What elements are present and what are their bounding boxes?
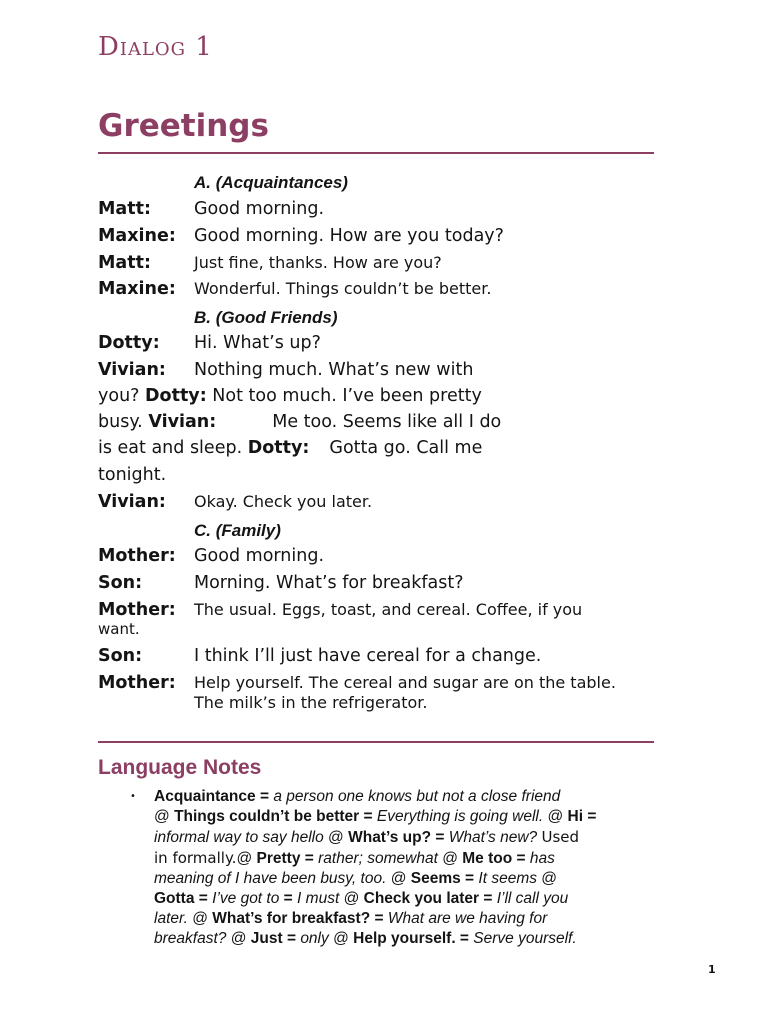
dialog-text: Hi. What’s up?	[194, 333, 321, 353]
note-usage: in formally.	[154, 849, 237, 867]
note-separator: @	[547, 808, 564, 825]
note-separator: @	[192, 910, 208, 927]
page-number: 1	[708, 963, 716, 976]
section-b-heading: B. (Good Friends)	[194, 308, 338, 327]
note-separator: @	[236, 850, 253, 867]
note-definition: meaning of I have been busy, too.	[154, 870, 387, 887]
notes-line	[154, 827, 664, 848]
note-definition: What are we having for	[387, 910, 548, 927]
note-separator: @	[154, 808, 170, 825]
note-definition: informal way to say hello	[154, 829, 324, 846]
speaker-name: Matt:	[98, 253, 151, 273]
speaker-name: Maxine:	[98, 226, 176, 246]
speaker-name: Maxine:	[98, 279, 176, 299]
speaker-name: Mother:	[98, 546, 176, 566]
dialog-text: is eat and sleep.	[98, 438, 243, 458]
dialog-text: The usual. Eggs, toast, and cereal. Coffee, if you	[194, 600, 583, 619]
bullet-icon: •	[130, 791, 136, 802]
dialog-text: Good morning. How are you today?	[194, 226, 504, 246]
notes-title: Language Notes	[98, 756, 262, 779]
note-definition: I must	[297, 890, 340, 907]
dialog-text: Morning. What’s for breakfast?	[194, 573, 464, 593]
notes-body	[154, 787, 664, 949]
notes-line	[154, 807, 664, 827]
dialog-text: Just fine, thanks. How are you?	[194, 253, 442, 272]
dialog-line	[98, 543, 324, 569]
notes-line	[154, 889, 664, 909]
speaker-name: Vivian:	[98, 360, 166, 380]
dialog-line	[98, 196, 324, 222]
notes-line	[154, 929, 664, 949]
dialog-line	[98, 250, 442, 276]
section-a-heading: A. (Acquaintances)	[194, 173, 348, 192]
speaker-name: Son:	[98, 573, 143, 593]
note-separator: @	[541, 870, 558, 887]
note-definition: Serve yourself.	[473, 930, 577, 947]
note-definition: later.	[154, 910, 188, 927]
note-definition: only	[300, 930, 329, 947]
dialog-line	[98, 276, 491, 302]
note-term: Just =	[250, 930, 296, 947]
dialog-line	[98, 330, 321, 356]
speaker-name: Matt:	[98, 199, 151, 219]
speaker-name: Dotty:	[247, 438, 310, 458]
dialog-line	[98, 435, 482, 461]
dialog-text: Help yourself. The cereal and sugar are on the table.	[194, 673, 616, 692]
speaker-name: Dotty:	[145, 386, 207, 406]
speaker-name: Dotty:	[98, 333, 160, 353]
note-definition: I’ve got to	[212, 890, 280, 907]
note-definition: rather; somewhat	[318, 850, 438, 867]
note-definition: breakfast?	[154, 930, 227, 947]
note-term: What’s up? =	[348, 829, 445, 846]
note-separator: @	[343, 890, 360, 907]
note-separator: @	[390, 870, 407, 887]
dialog-line	[98, 489, 372, 515]
note-definition: Everything is going well.	[376, 808, 544, 825]
dialog-text: Me too. Seems like all I do	[272, 412, 502, 432]
dialog-line	[98, 383, 482, 409]
chapter-label: Dialog 1	[98, 32, 213, 62]
note-term: Hi =	[567, 808, 597, 825]
dialog-text: busy.	[98, 412, 143, 432]
note-definition: has	[529, 850, 555, 867]
dialog-continuation: The milk’s in the refrigerator.	[194, 693, 428, 712]
dialog-continuation: want.	[98, 620, 140, 638]
note-definition: a person one knows but not a close friend	[273, 788, 561, 805]
dialog-text: Not too much. I’ve been pretty	[212, 386, 482, 406]
note-term: Gotta =	[154, 890, 208, 907]
note-term: Pretty =	[256, 850, 314, 867]
note-term: What’s for breakfast? =	[212, 910, 384, 927]
dialog-text: you?	[98, 386, 140, 406]
title-divider	[98, 152, 654, 154]
note-separator: @	[333, 930, 349, 947]
dialog-line	[98, 409, 501, 435]
dialog-line	[98, 357, 473, 383]
dialog-line	[98, 597, 582, 623]
dialog-line	[98, 223, 504, 249]
notes-line	[154, 848, 664, 869]
note-equals: =	[283, 890, 293, 907]
dialog-text: Okay. Check you later.	[194, 492, 373, 511]
note-definition: It seems	[478, 870, 537, 887]
dialog-text: Good morning.	[194, 546, 325, 566]
dialog-line	[98, 462, 166, 488]
note-term: Things couldn’t be better =	[174, 808, 373, 825]
note-separator: @	[230, 930, 247, 947]
dialog-text: Wonderful. Things couldn’t be better.	[194, 279, 492, 298]
notes-line	[154, 869, 664, 889]
speaker-name: Vivian:	[148, 412, 217, 432]
note-definition: I’ll call you	[496, 890, 569, 907]
notes-line	[154, 909, 664, 929]
note-separator: @	[328, 829, 344, 846]
page-title: Greetings	[98, 108, 269, 144]
notes-line	[154, 787, 664, 807]
note-term: Me too =	[462, 850, 526, 867]
speaker-name: Son:	[98, 646, 143, 666]
speaker-name: Mother:	[98, 600, 176, 620]
note-term: Help yourself. =	[353, 930, 469, 947]
note-term: Check you later =	[363, 890, 493, 907]
note-usage: Used	[541, 828, 580, 846]
note-separator: @	[442, 850, 458, 867]
speaker-name: Mother:	[98, 673, 176, 693]
dialog-line	[98, 643, 541, 669]
dialog-line	[98, 570, 464, 596]
section-divider	[98, 741, 654, 743]
note-term: Acquaintance =	[154, 788, 269, 805]
dialog-text: tonight.	[98, 465, 167, 485]
note-definition: What’s new?	[448, 829, 538, 846]
dialog-text: I think I’ll just have cereal for a change.	[194, 646, 542, 666]
dialog-text: Nothing much. What’s new with	[194, 360, 474, 380]
speaker-name: Vivian:	[98, 492, 166, 512]
note-term: Seems =	[410, 870, 475, 887]
dialog-text: Gotta go. Call me	[329, 438, 483, 458]
dialog-text: Good morning.	[194, 199, 325, 219]
section-c-heading: C. (Family)	[194, 521, 281, 540]
